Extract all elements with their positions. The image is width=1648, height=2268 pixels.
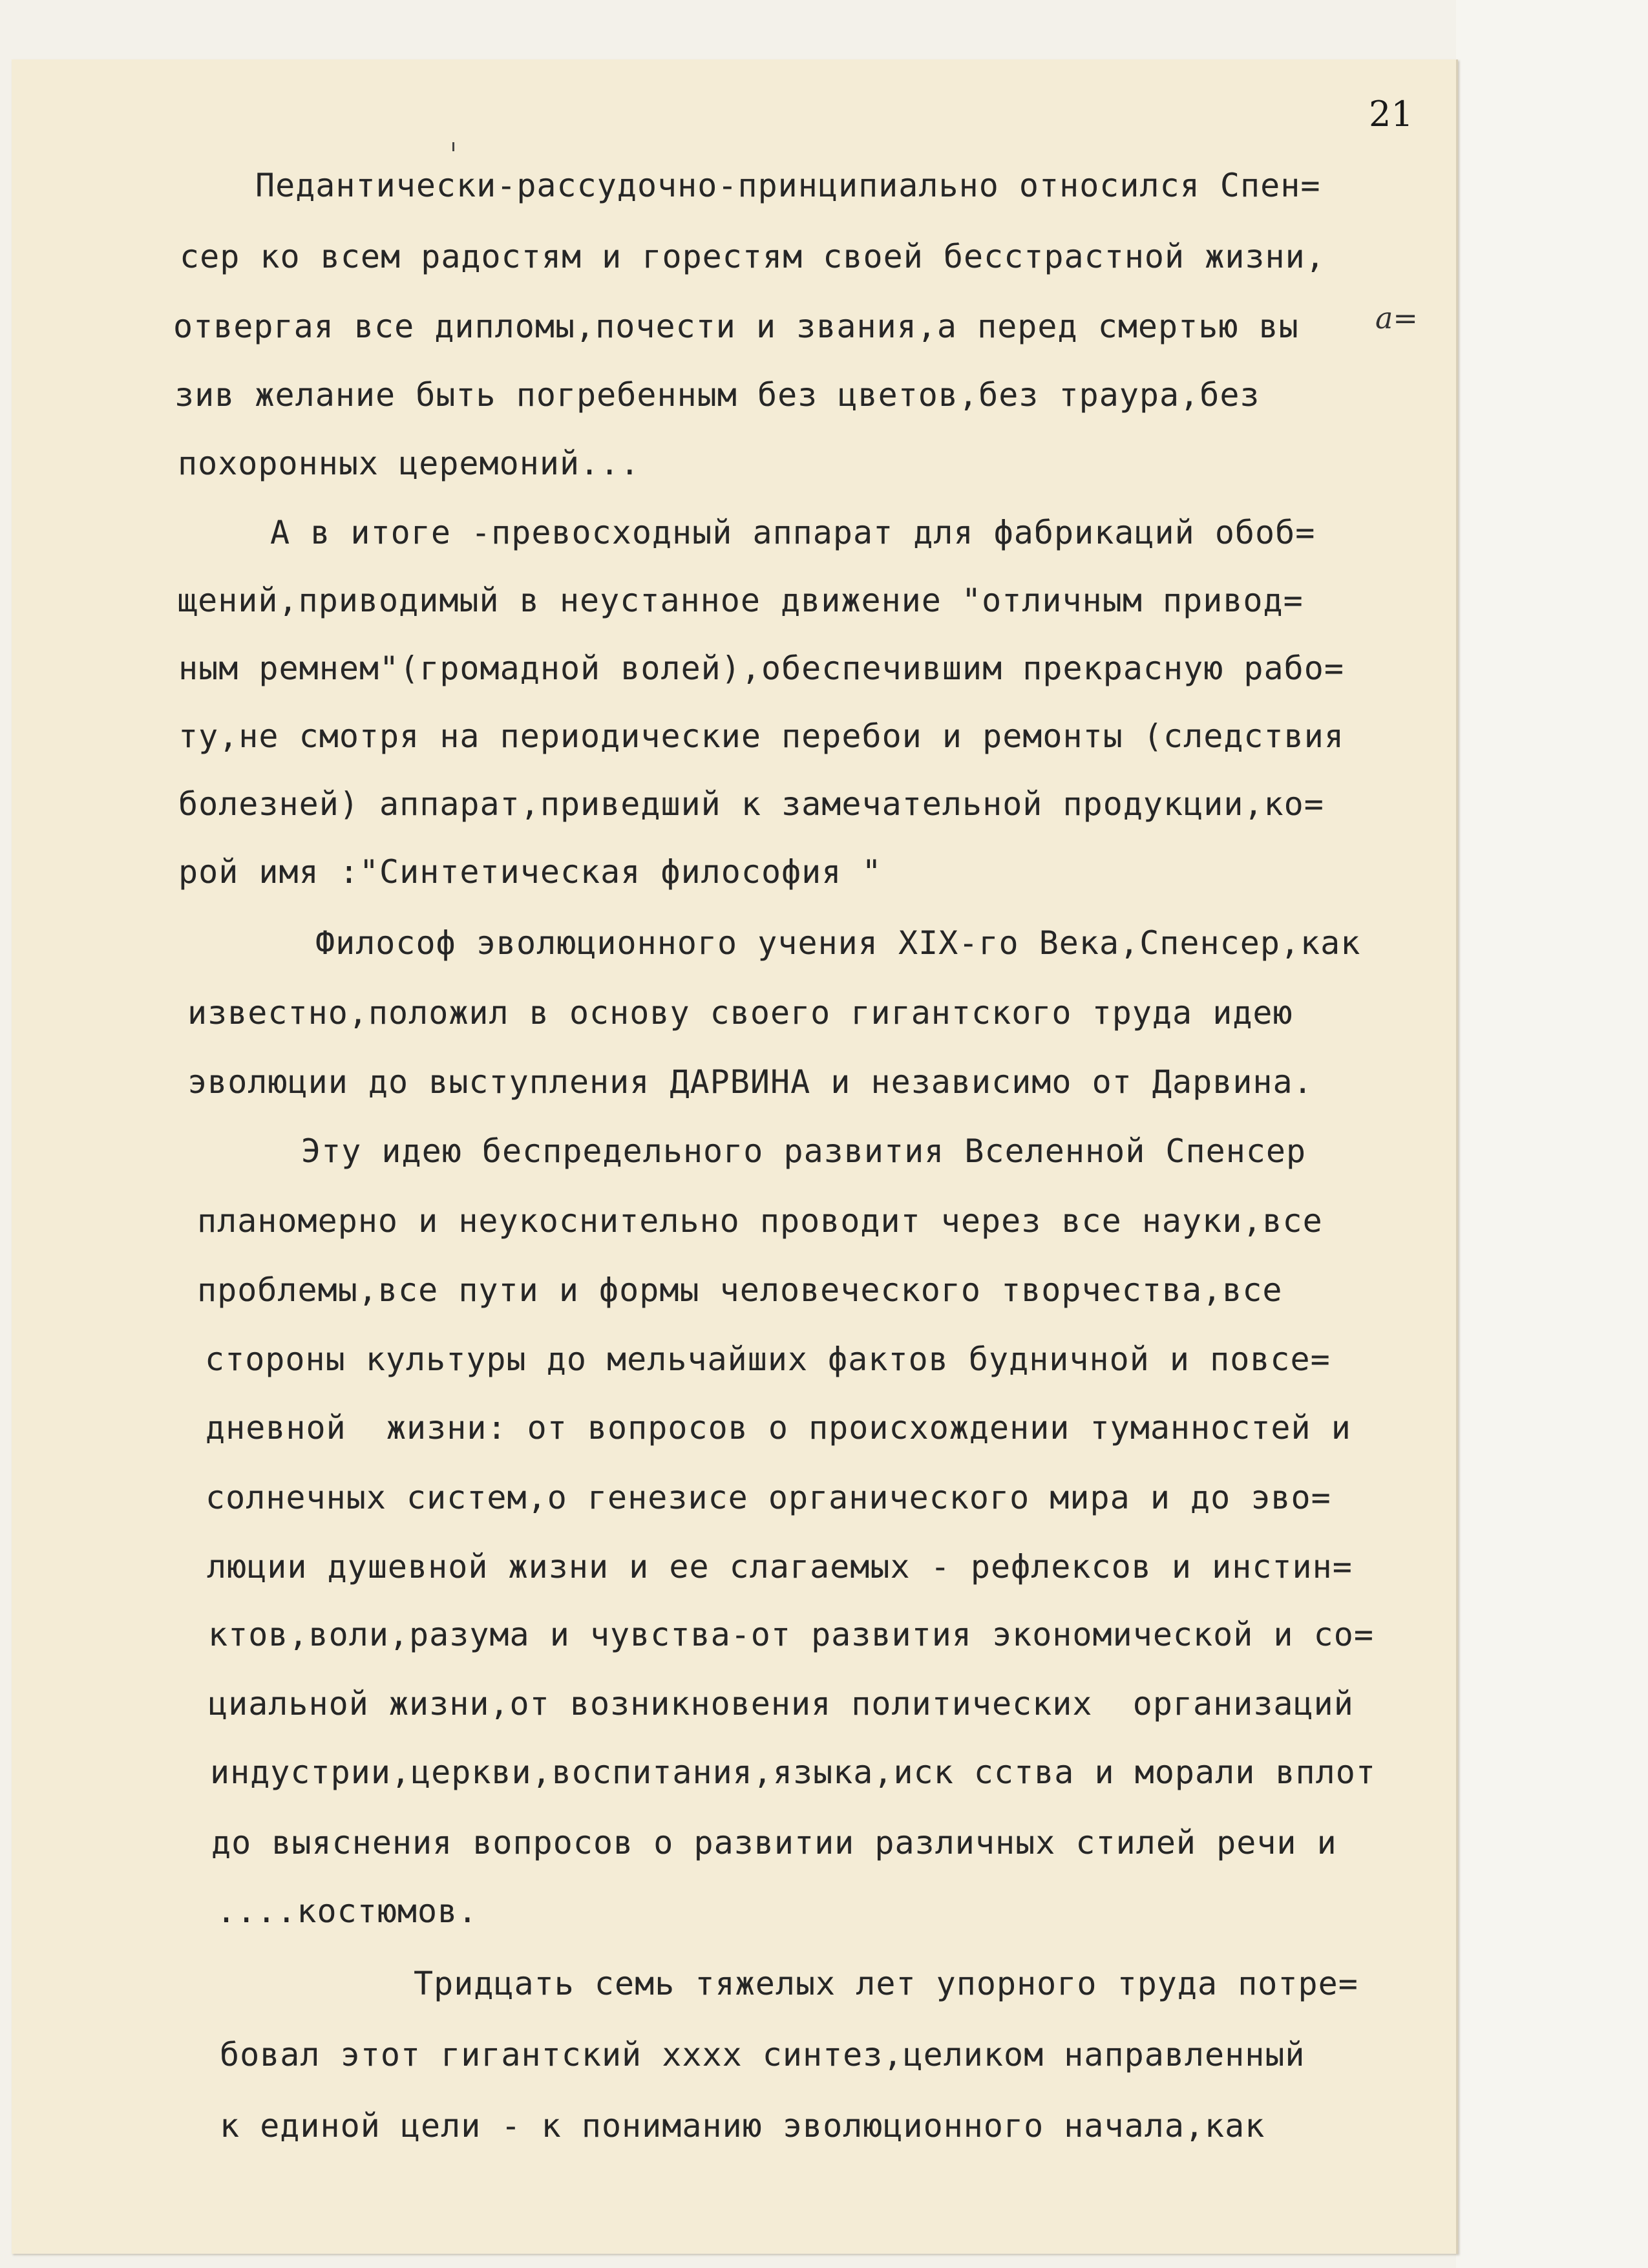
text-line: ....костюмов. (217, 1892, 478, 1930)
text-line: эволюции до выступления ДАРВИНА и независимо от Дарвина. (187, 1063, 1313, 1101)
text-line: зив желание быть погребенным без цветов,без траура,без (174, 376, 1260, 414)
handwritten-correction: a= (1375, 301, 1418, 335)
text-line: ктов,воли,разума и чувства-от развития экономической и со= (208, 1616, 1374, 1653)
text-line: сер ко всем радостям и горестям своей бесстрастной жизни, (180, 238, 1326, 275)
text-line: планомерно и неукоснительно проводит через все науки,все (197, 1202, 1323, 1240)
text-line: стороны культуры до мельчайших фактов будничной и повсе= (205, 1341, 1331, 1378)
text-line: Тридцать семь тяжелых лет упорного труда потре= (414, 1965, 1358, 2002)
text-line: ту,не смотря на периодические перебои и ремонты (следствия (178, 717, 1344, 755)
text-line: рой имя :"Синтетическая философия " (178, 853, 882, 891)
text-line: люции душевной жизни и ее слагаемых - рефлексов и инстин= (207, 1548, 1353, 1585)
text-line: Философ эволюционного учения XIX-го Века,Спенсер,как (315, 924, 1361, 962)
text-line: до выяснения вопросов о развитии различных стилей речи и (211, 1824, 1337, 1861)
ink-mark (452, 142, 454, 151)
text-line: щений,приводимый в неустанное движение "отличным привод= (178, 582, 1304, 619)
text-line: солнечных систем,о генезисе органического мира и до эво= (206, 1479, 1331, 1516)
text-line: похоронных церемоний... (178, 445, 640, 482)
text-line: циальной жизни,от возникновения политических организаций (208, 1685, 1354, 1722)
page-number: 21 (1369, 94, 1413, 134)
text-line: проблемы,все пути и формы человеческого творчества,все (197, 1271, 1283, 1309)
text-line: индустрии,церкви,воспитания,языка,иск сства и морали вплот (210, 1754, 1376, 1791)
text-line: А в итоге -превосходный аппарат для фабрикаций обоб= (270, 514, 1316, 551)
text-line: болезней) аппарат,приведший к замечательной продукции,ко= (178, 785, 1324, 823)
text-line: к единой цели - к пониманию эволюционного начала,как (220, 2107, 1265, 2145)
text-line: Эту идею беспредельного развития Вселенной Спенсер (301, 1132, 1307, 1170)
text-line: отвергая все дипломы,почести и звания,а перед смертью вы (173, 308, 1299, 345)
text-line: бовал этот гигантский xxxx синтез,целиком направленный (220, 2036, 1305, 2073)
text-line: Педантически-рассудочно-принципиально относился Спен= (255, 167, 1321, 204)
scanner-margin (1456, 0, 1648, 2268)
text-line: известно,положил в основу своего гигантского труда идею (187, 994, 1293, 1032)
text-line: ным ремнем"(громадной волей),обеспечившим прекрасную рабо= (178, 650, 1344, 687)
text-line: дневной жизни: от вопросов о происхождении туманностей и (206, 1409, 1351, 1447)
